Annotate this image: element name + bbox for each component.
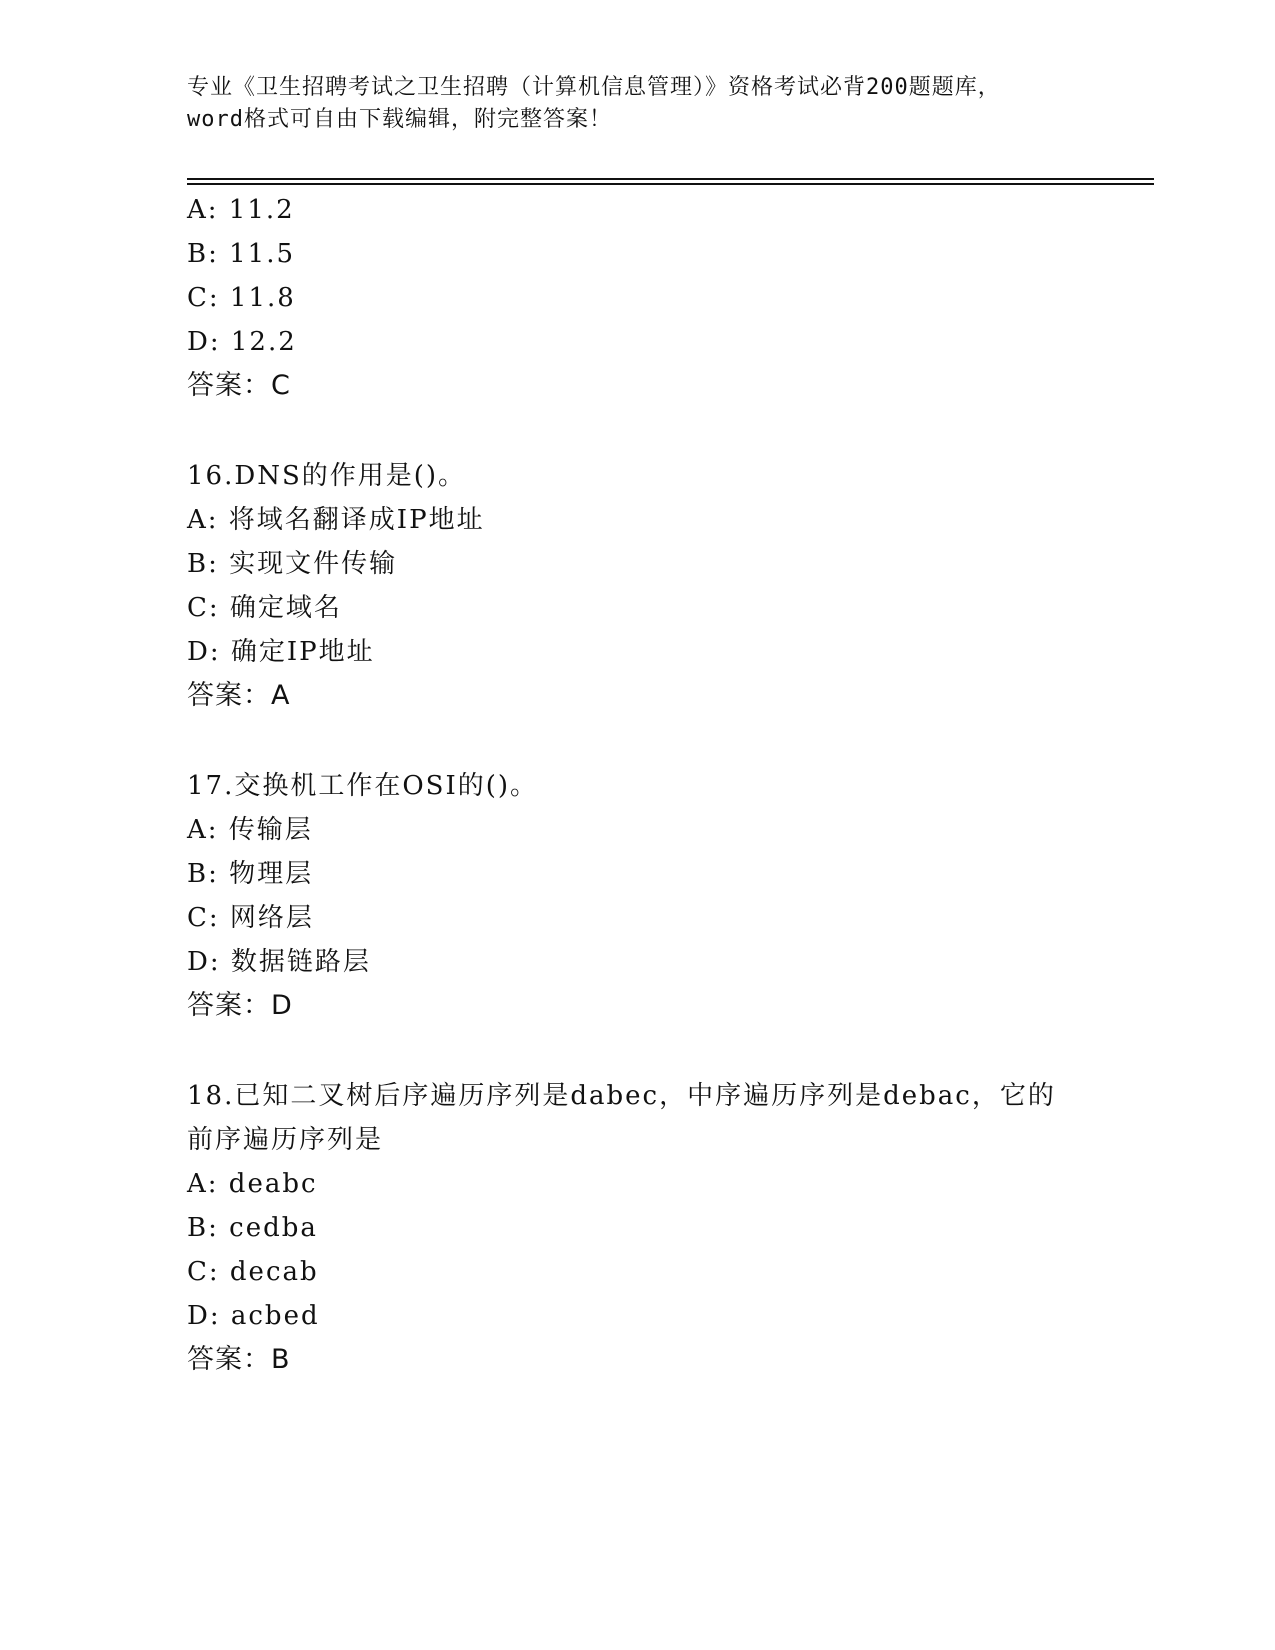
q18-option-c: C: decab: [187, 1257, 319, 1287]
q17-option-c: C: 网络层: [187, 903, 314, 933]
q16-question: 16.DNS的作用是()。: [187, 461, 467, 491]
q18-option-a: A: deabc: [187, 1169, 318, 1199]
q15-option-d: D: 12.2: [187, 327, 297, 357]
q17-question: 17.交换机工作在OSI的()。: [187, 771, 539, 801]
header-divider-bottom: [187, 183, 1154, 185]
q16-option-d: D: 确定IP地址: [187, 637, 375, 667]
header-line-1: 专业《卫生招聘考试之卫生招聘（计算机信息管理）》资格考试必背200题题库，: [187, 75, 1001, 100]
q16-option-b: B: 实现文件传输: [187, 549, 398, 579]
q17-option-d: D: 数据链路层: [187, 947, 371, 977]
header-line-2: word格式可自由下载编辑，附完整答案！: [187, 107, 612, 132]
q16-answer: 答案：A: [187, 680, 291, 711]
q17-answer: 答案：D: [187, 990, 293, 1021]
q18-question-line-2: 前序遍历序列是: [187, 1125, 384, 1155]
q18-question-line-1: 18.已知二叉树后序遍历序列是dabec，中序遍历序列是debac，它的: [187, 1081, 1056, 1111]
q17-option-b: B: 物理层: [187, 859, 314, 889]
header-divider-top: [187, 178, 1154, 180]
q15-option-a: A: 11.2: [187, 195, 295, 225]
q18-option-d: D: acbed: [187, 1301, 320, 1331]
q16-option-c: C: 确定域名: [187, 593, 342, 623]
q18-answer: 答案：B: [187, 1344, 291, 1375]
q17-option-a: A: 传输层: [187, 815, 313, 845]
q15-answer: 答案：C: [187, 370, 291, 401]
q16-option-a: A: 将域名翻译成IP地址: [187, 505, 485, 535]
q18-option-b: B: cedba: [187, 1213, 318, 1243]
document-header: [187, 72, 1087, 136]
q15-option-c: C: 11.8: [187, 283, 296, 313]
q15-option-b: B: 11.5: [187, 239, 296, 269]
